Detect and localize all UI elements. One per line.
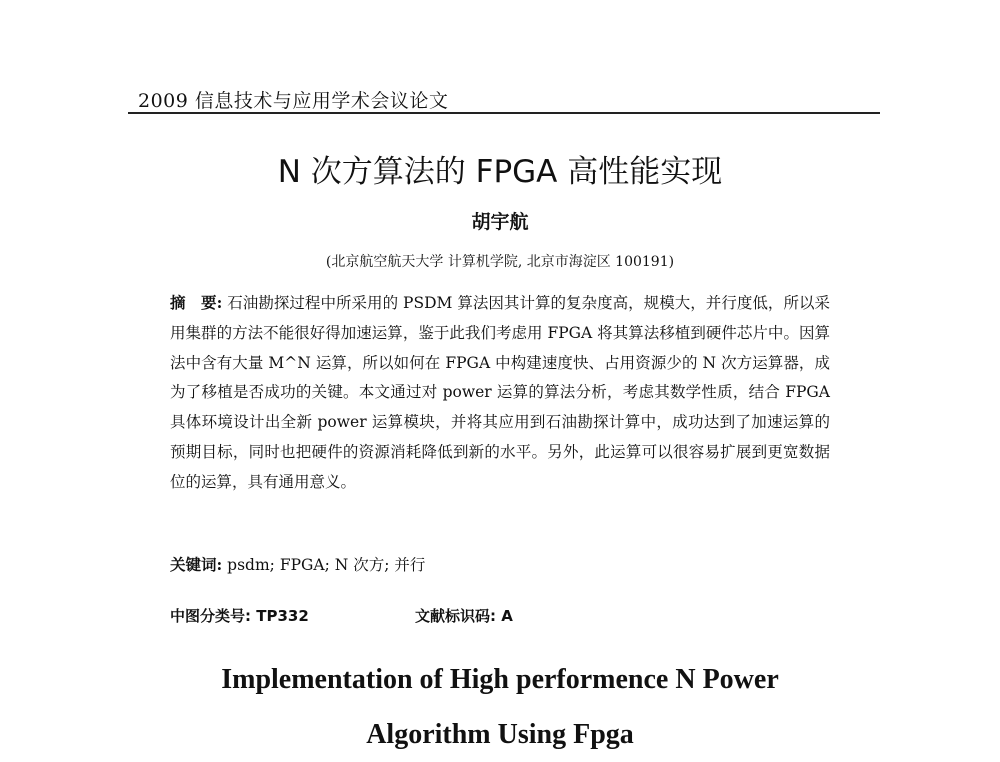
header-rule xyxy=(128,112,880,114)
author-name: 胡宇航 xyxy=(471,211,529,233)
keywords-label: 关键词: xyxy=(170,555,223,574)
english-title-line-1: Implementation of High performence N Power xyxy=(221,664,779,695)
abstract xyxy=(170,288,830,498)
keywords-text: psdm; FPGA; N 次方; 并行 xyxy=(227,556,426,574)
english-title-line-2: Algorithm Using Fpga xyxy=(366,719,634,750)
paper-title: N 次方算法的 FPGA 高性能实现 xyxy=(277,154,723,190)
document-id-code: 文献标识码: A xyxy=(415,607,513,625)
keywords xyxy=(170,553,425,575)
abstract-label: 摘 要: xyxy=(170,293,223,312)
english-title xyxy=(0,652,1000,762)
classification-line xyxy=(170,605,513,626)
class-number: 中图分类号: TP332 xyxy=(170,607,309,625)
abstract-text: 石油勘探过程中所采用的 PSDM 算法因其计算的复杂度高，规模大，并行度低，所以采用集群的方法不能很好得加速运算，鉴于此我们考虑用 FPGA 将其算法移植到硬件芯片中。因算法中含有大量 M^N 运算，所以如何在 FPGA 中构建速度快、占用资源少的 N 次方运算器，成为了移植是否成功的关键。本文通过对 power 运算的算法分析，考虑其数学性质，结合 FPGA 具体环境设计出全新 power 运算模块，并将其应用到石油勘探计算中，成功达到了加速运算的预期目标，同时也把硬件的资源消耗降低到新的水平。另外，此运算可以很容易扩展到更宽数据位的运算，具有通用意义。 xyxy=(170,294,830,491)
author-affiliation: (北京航空航天大学 计算机学院, 北京市海淀区 100191) xyxy=(325,254,675,270)
conference-header: 2009 信息技术与应用学术会议论文 xyxy=(138,90,449,112)
